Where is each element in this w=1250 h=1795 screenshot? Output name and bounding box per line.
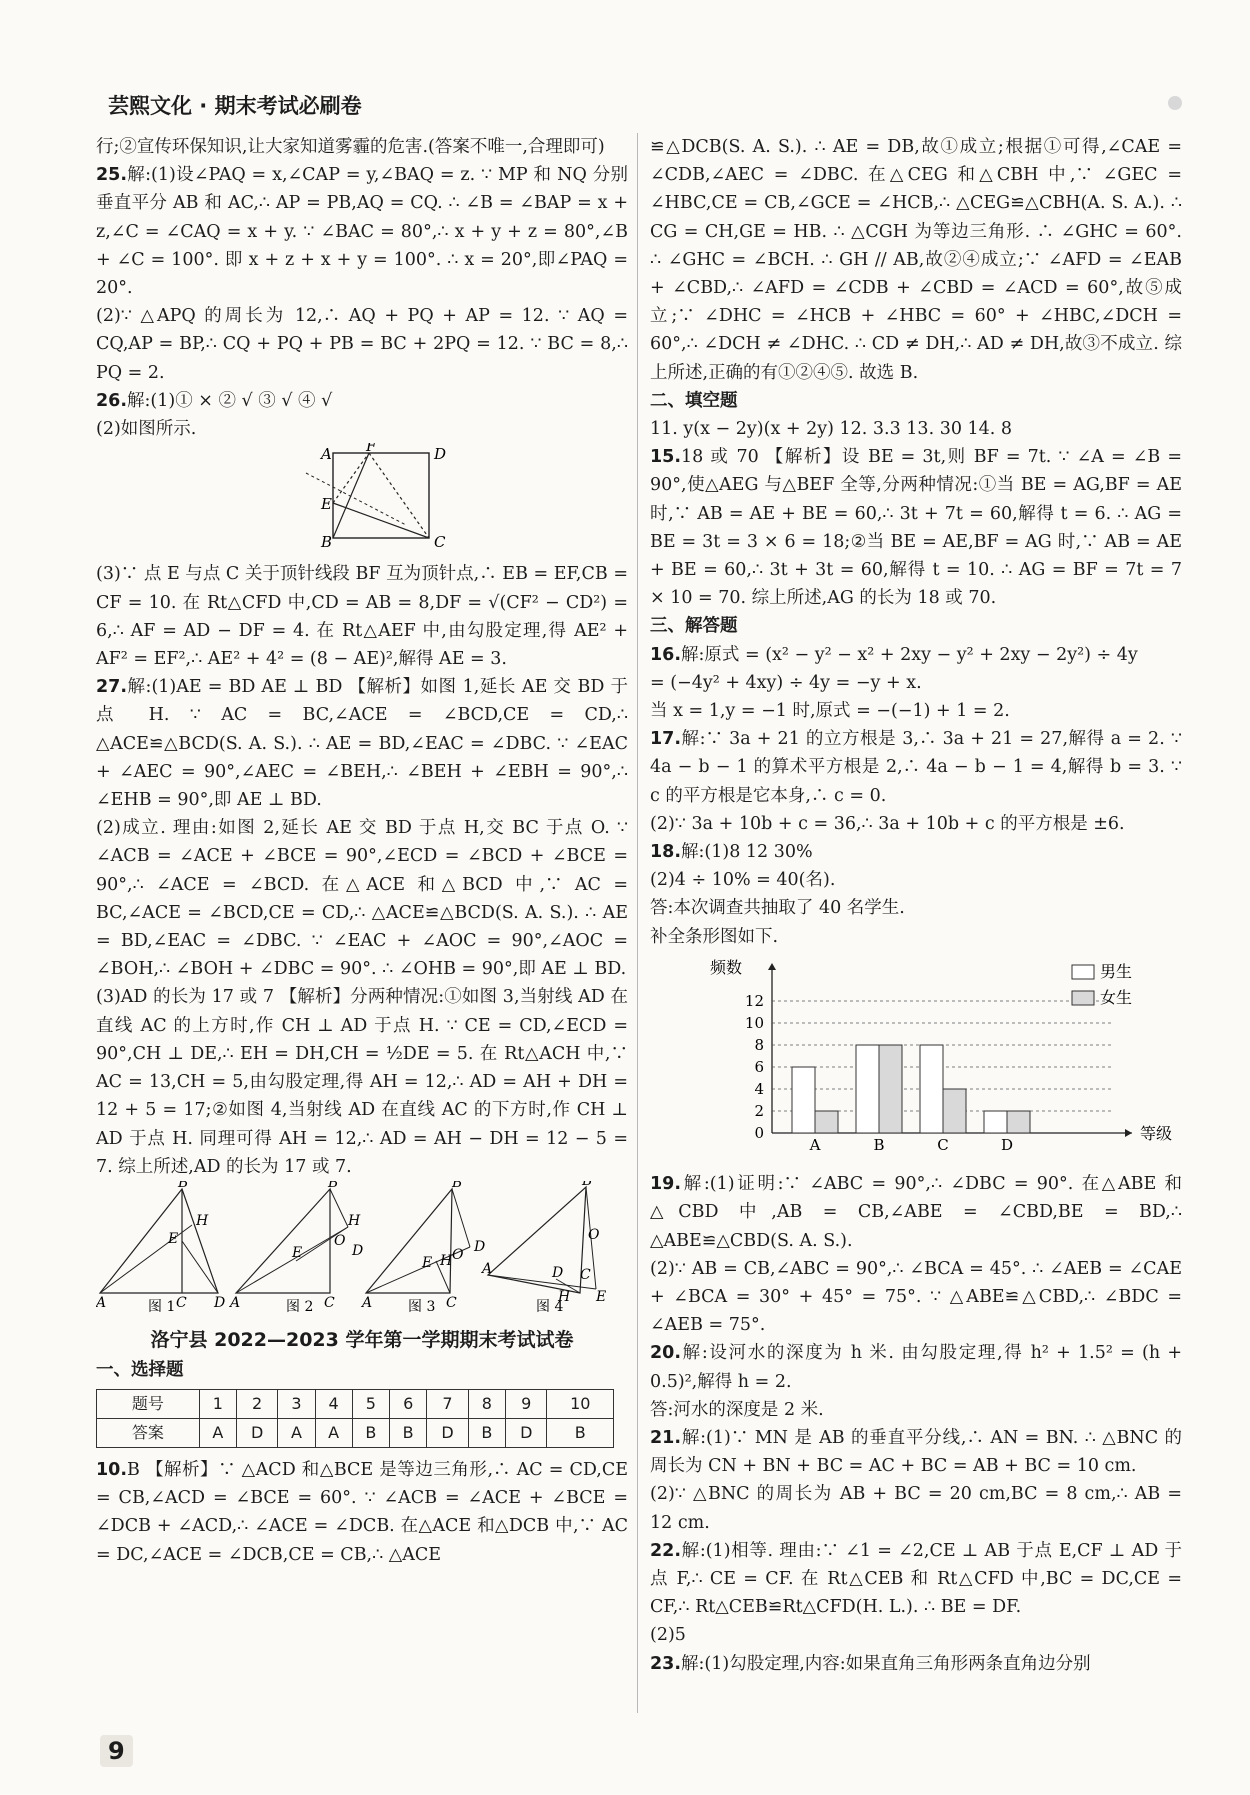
section-choice: 一、选择题: [96, 1360, 184, 1381]
question-number: 19.: [650, 1174, 682, 1195]
corner-mark: [1168, 96, 1182, 110]
x-axis-label: 等级: [1140, 1123, 1173, 1143]
svg-text:B: B: [452, 1180, 463, 1191]
question-number: 17.: [650, 729, 682, 750]
svg-text:C: C: [324, 1294, 335, 1311]
answer-table: [96, 1389, 614, 1448]
question-15: [650, 443, 1182, 612]
answer-text: B 【解析】∵ △ACD 和△BCE 是等边三角形,∴ AC = CD,CE = CB,∠ACD = ∠BCE = 60°. ∵ ∠ACB = ∠ACE + ∠BCE = ∠DCB + ∠ACD,∴ ∠ACE = ∠DCB. 在△ACE 和△DCB 中,∵ AC = DC,∠ACE = ∠DCB,CE = CB,∴ △ACE: [96, 1459, 628, 1565]
question-26-part3: (3)∵ 点 E 与点 C 关于顶针线段 BF 互为顶针点,∴ EB = EF,CB = CF = 10. 在 Rt△CFD 中,CD = AB = 8,DF = √(CF² − CD²) = 6,∴ AF = AD − DF = 4. 在 Rt△AEF 中,由勾股定理,得 AE² + AF² = EF²,∴ AE² + 4² = (8 − AE)²,解得 AE = 3.: [96, 564, 628, 670]
svg-text:H: H: [348, 1212, 361, 1229]
svg-text:C: C: [446, 1294, 457, 1311]
question-26: [96, 387, 628, 415]
right-column: [650, 133, 1182, 1678]
svg-text:E: E: [292, 1244, 303, 1261]
question-number-cell: 9: [506, 1389, 547, 1418]
answer-cell: B: [352, 1418, 389, 1447]
answer-text: 解:(1)① × ② √ ③ √ ④ √: [127, 390, 333, 411]
x-tick-label: D: [1000, 1135, 1014, 1154]
left-column: [96, 133, 628, 1569]
figure-caption: 图 2: [286, 1298, 314, 1313]
answer-text: 解:(1)相等. 理由:∵ ∠1 = ∠2,CE ⊥ AB 于点 E,CF ⊥ AD 于点 F,∴ CE = CF. 在 Rt△CEB 和 Rt△CFD 中,BC = DC,CE = CF,∴ Rt△CEB≌Rt△CFD(H. L.). ∴ BE = DF.: [650, 1540, 1182, 1618]
legend-swatch: [1072, 965, 1094, 979]
svg-text:A: A: [321, 445, 332, 464]
svg-text:E: E: [422, 1254, 433, 1271]
bar-female: [815, 1111, 838, 1133]
figure-2: [228, 1181, 363, 1313]
answer-cell: D: [236, 1418, 277, 1447]
svg-text:D: D: [552, 1264, 564, 1281]
svg-text:D: D: [474, 1238, 486, 1255]
question-17-part2: (2)∵ 3a + 10b + c = 36,∴ 3a + 10b + c 的平方根是 ±6.: [650, 813, 1125, 834]
continued-text: 行;②宣传环保知识,让大家知道雾霾的危害.(答案不唯一,合理即可): [96, 137, 605, 157]
answer-cell: A: [315, 1418, 352, 1447]
svg-text:F: F: [366, 443, 377, 456]
section-solve: 三、解答题: [650, 616, 738, 637]
bar-female: [943, 1089, 966, 1133]
question-number: 26.: [96, 390, 128, 411]
y-tick-label: 12: [744, 991, 764, 1010]
answer-cell: A: [278, 1418, 315, 1447]
section-fill: 二、填空题: [650, 390, 738, 411]
question-19-part2: (2)∵ AB = CB,∠ABC = 90°,∴ ∠BCA = 45°. ∴ ∠AEB = ∠CAE + ∠BCA = 30° + 45° = 75°. ∵ △ABE≌△CBD,∴ ∠BDC = ∠AEB = 75°.: [650, 1258, 1182, 1336]
y-tick-label: 4: [754, 1079, 764, 1098]
question-27: [96, 673, 628, 814]
figures-1-to-4: [96, 1181, 628, 1313]
y-tick-label: 8: [754, 1035, 764, 1054]
question-number-cell: 7: [427, 1389, 468, 1418]
question-number-cell: 4: [315, 1389, 352, 1418]
y-tick-label: 2: [754, 1101, 764, 1120]
figure-caption: 图 3: [408, 1298, 436, 1313]
svg-text:B: B: [321, 533, 333, 552]
question-10: [96, 1456, 628, 1569]
answer-cell: B: [468, 1418, 505, 1447]
answer-text: 解:设河水的深度为 h 米. 由勾股定理,得 h² + 1.5² = (h + 0.5)²,解得 h = 2.: [650, 1343, 1182, 1392]
svg-text:O: O: [588, 1226, 600, 1243]
legend-label: 女生: [1100, 987, 1133, 1007]
y-arrow: [768, 963, 776, 970]
svg-text:E: E: [321, 495, 332, 514]
svg-text:C: C: [580, 1266, 591, 1283]
answer-text: 18 或 70 【解析】设 BE = 3t,则 BF = 7t. ∵ ∠A = ∠B = 90°,使△AEG 与△BEF 全等,分两种情况:①当 BE = AG,BF = AE 时,∵ AB = AE + BE = 60,∴ 3t + 7t = 60,解得 t = 6. ∴ AG = BE = 3t = 3 × 6 = 18;②当 BE = AE,BF = AG 时,∵ AB = AE + BE = 60,∴ 3t + 3t = 60,解得 t = 10. ∴ AG = BF = 7t = 7 × 10 = 70. 综上所述,AG 的长为 18 或 70.: [650, 447, 1182, 609]
figure-caption: 图 4: [536, 1298, 564, 1313]
questions-11-14: 11. y(x − 2y)(x + 2y) 12. 3.3 13. 30 14. 8: [650, 419, 1013, 440]
question-22: [650, 1537, 1182, 1622]
question-number: 27.: [96, 677, 128, 698]
question-18-answer: 答:本次调查共抽取了 40 名学生.: [650, 898, 905, 919]
y-tick-label: 0: [754, 1123, 764, 1142]
figure-caption: 图 1: [148, 1298, 176, 1313]
y-axis-label: 频数: [710, 957, 743, 977]
question-21: [650, 1424, 1182, 1480]
question-20-answer: 答:河水的深度是 2 米.: [650, 1399, 824, 1420]
question-number: 10.: [96, 1459, 128, 1480]
svg-text:B: B: [328, 1180, 339, 1191]
y-tick-label: 10: [744, 1013, 764, 1032]
answer-cell: D: [506, 1418, 547, 1447]
question-27-part3: (3)AD 的长为 17 或 7 【解析】分两种情况:①如图 3,当射线 AD 在直线 AC 的上方时,作 CH ⊥ AD 于点 H. ∵ CE = CD,∠ECD = 90°,CH ⊥ DE,∴ EH = DH,CH = ½DE = 5. 在 Rt△ACH 中,∵ AC = 13,CH = 5,由勾股定理,得 AH = 12,∴ AD = AH + DH = 12 + 5 = 17;②如图 4,当射线 AD 在直线 AC 的下方时,作 CH ⊥ AD 于点 H. 同理可得 AH = 12,∴ AD = AH − DH = 12 − 5 = 7. 综上所述,AD 的长为 17 或 7.: [96, 987, 628, 1177]
question-number-cell: 1: [199, 1389, 236, 1418]
page-number: 9: [100, 1735, 133, 1767]
question-number-cell: 6: [390, 1389, 427, 1418]
svg-text:O: O: [334, 1232, 346, 1249]
table-header: 题号: [97, 1389, 200, 1418]
answer-cell: A: [199, 1418, 236, 1447]
x-tick-label: C: [937, 1135, 949, 1154]
question-18-note: 补全条形图如下.: [650, 926, 779, 947]
svg-text:C: C: [176, 1294, 187, 1311]
svg-text:D: D: [352, 1242, 364, 1259]
svg-text:B: B: [582, 1180, 593, 1189]
question-20: [650, 1339, 1182, 1395]
question-number-cell: 8: [468, 1389, 505, 1418]
x-tick-label: A: [809, 1135, 821, 1154]
rectangle-figure: [96, 443, 628, 551]
question-18: [650, 838, 1182, 866]
answer-text: 解:原式 = (x² − y² − x² + 2xy − y² + 2xy − 2y²) ÷ 4y: [681, 644, 1138, 665]
question-number: 18.: [650, 842, 682, 863]
x-tick-label: B: [873, 1135, 885, 1154]
question-16-line2: = (−4y² + 4xy) ÷ 4y = −y + x.: [650, 672, 922, 693]
question-number: 22.: [650, 1540, 682, 1561]
svg-text:D: D: [214, 1294, 226, 1311]
answer-text: 解:(1)8 12 30%: [681, 842, 813, 863]
question-10-continued: ≌△DCB(S. A. S.). ∴ AE = DB,故①成立;根据①可得,∠CAE = ∠CDB,∠AEC = ∠DBC. 在△CEG 和△CBH 中,∵ ∠GEC = ∠HBC,CE = CB,∠GCE = ∠HCB,∴ △CEG≌△CBH(A. S. A.). ∴ CG = CH,GE = HB. ∴ △CGH 为等边三角形. ∴ ∠GHC = 60°. ∴ ∠GHC = ∠BCH. ∴ GH // AB,故②④成立;∵ ∠AFD = ∠EAB + ∠CBD,∴ ∠AFD = ∠CDB + ∠CBD = ∠ACD = 60°,故⑤成立;∵ ∠DHC = ∠HCB + ∠HBC = 60° + ∠HBC,∠DCH = 60°,∴ ∠DCH ≠ ∠DHC. ∴ CD ≠ DH,∴ AD ≠ DH,故③不成立. 综上所述,正确的有①②④⑤. 故选 B.: [650, 137, 1182, 383]
svg-text:A: A: [482, 1260, 493, 1277]
question-number: 20.: [650, 1343, 682, 1364]
answer-cell: D: [427, 1418, 468, 1447]
svg-text:B: B: [178, 1180, 189, 1191]
figure-1: [96, 1181, 225, 1313]
question-number: 21.: [650, 1427, 682, 1448]
bar-male: [856, 1045, 879, 1133]
question-number: 25.: [96, 165, 128, 186]
svg-text:E: E: [596, 1288, 607, 1305]
svg-text:C: C: [434, 533, 446, 552]
svg-text:H: H: [558, 1288, 571, 1305]
figure-4: [480, 1181, 606, 1313]
question-number-cell: 5: [352, 1389, 389, 1418]
y-tick-label: 6: [754, 1057, 764, 1076]
legend-swatch: [1072, 991, 1094, 1005]
question-23: [650, 1650, 1182, 1678]
question-number: 16.: [650, 644, 682, 665]
figure-3: [360, 1181, 485, 1313]
answer-text: 解:(1)AE = BD AE ⊥ BD 【解析】如图 1,延长 AE 交 BD 于点 H. ∵ AC = BC,∠ACE = ∠BCD,CE = CD,∴ △ACE≌△BCD(S. A. S.). ∴ AE = BD,∠EAC = ∠DBC. ∵ ∠EAC + ∠AEC = 90°,∠AEC = ∠BEH,∴ ∠BEH + ∠EBH = 90°,∴ ∠EHB = 90°,即 AE ⊥ BD.: [96, 677, 628, 811]
question-number-cell: 10: [547, 1389, 614, 1418]
question-21-part2: (2)∵ △BNC 的周长为 AB + BC = 20 cm,BC = 8 cm,∴ AB = 12 cm.: [650, 1484, 1182, 1533]
question-number: 23.: [650, 1653, 682, 1674]
question-22-part2: (2)5: [650, 1625, 686, 1646]
bar-male: [920, 1045, 943, 1133]
x-arrow: [1125, 1129, 1132, 1137]
table-header: 答案: [97, 1418, 200, 1447]
svg-text:D: D: [434, 445, 447, 464]
question-19: [650, 1170, 1182, 1255]
bar-chart: [650, 951, 1182, 1161]
answer-text: 解:∵ 3a + 21 的立方根是 3,∴ 3a + 21 = 27,解得 a = 2. ∵ 4a − b − 1 的算术平方根是 2,∴ 4a − b − 1 = 4,解得 b = 3. ∵ c 的平方根是它本身,∴ c = 0.: [650, 729, 1182, 806]
question-16-line3: 当 x = 1,y = −1 时,原式 = −(−1) + 1 = 2.: [650, 701, 1010, 722]
answer-text: 解:(1)证明:∵ ∠ABC = 90°,∴ ∠DBC = 90°. 在△ABE 和△CBD 中,AB = CB,∠ABE = ∠CBD,BE = BD,∴ △ABE≌△CBD(S. A. S.).: [650, 1174, 1182, 1251]
svg-text:A: A: [96, 1294, 107, 1311]
question-26-part2: (2)如图所示.: [96, 419, 197, 440]
answer-cell: B: [547, 1418, 614, 1447]
question-16: [650, 641, 1182, 669]
bar-male: [984, 1111, 1007, 1133]
bar-female: [1007, 1111, 1030, 1133]
exam-title: 洛宁县 2022—2023 学年第一学期期末考试试卷: [150, 1329, 574, 1352]
question-number: 15.: [650, 447, 682, 468]
answer-text: 解:(1)设∠PAQ = x,∠CAP = y,∠BAQ = z. ∵ MP 和 NQ 分别垂直平分 AB 和 AC,∴ AP = PB,AQ = CQ. ∴ ∠B = ∠BAP = x + z,∠C = ∠CAQ = x + y. ∵ ∠BAC = 80°,∴ x + y + z = 80°,∠B + ∠C = 100°. 即 x + z + x + y = 100°. ∴ x = 20°,即∠PAQ = 20°.: [96, 165, 628, 299]
question-number-cell: 2: [236, 1389, 277, 1418]
svg-text:H: H: [440, 1252, 453, 1269]
question-25: [96, 161, 628, 302]
answer-text: 解:(1)∵ MN 是 AB 的垂直平分线,∴ AN = BN. ∴ △BNC 的周长为 CN + BN + BC = AC + BC = AB + BC = 10 cm.: [650, 1427, 1182, 1477]
bar-female: [879, 1045, 902, 1133]
answer-text: 解:(1)勾股定理,内容:如果直角三角形两条直角边分别: [681, 1653, 1091, 1674]
question-number-cell: 3: [278, 1389, 315, 1418]
svg-text:A: A: [362, 1294, 373, 1311]
svg-text:E: E: [168, 1230, 179, 1247]
question-18-part2: (2)4 ÷ 10% = 40(名).: [650, 870, 836, 891]
svg-text:O: O: [452, 1246, 464, 1263]
bar-male: [792, 1067, 815, 1133]
running-header: 芸熙文化 · 期末考试必刷卷: [108, 94, 362, 118]
legend-label: 男生: [1100, 961, 1133, 981]
answer-cell: B: [390, 1418, 427, 1447]
question-25-part2: (2)∵ △APQ 的周长为 12,∴ AQ + PQ + AP = 12. ∵ AQ = CQ,AP = BP,∴ CQ + PQ + PB = BC + 2PQ = 12. ∵ BC = 8,∴ PQ = 2.: [96, 306, 628, 383]
column-divider: [637, 133, 638, 1713]
question-27-part2: (2)成立. 理由:如图 2,延长 AE 交 BD 于点 H,交 BC 于点 O. ∵ ∠ACB = ∠ACE + ∠BCE = 90°,∠ECD = ∠BCD + ∠BCE = 90°,∴ ∠ACE = ∠BCD. 在△ACE 和△BCD 中,∵ AC = BC,∠ACE = ∠BCD,CE = CD,∴ △ACE≌△BCD(S. A. S.). ∴ AE = BD,∠EAC = ∠DBC. ∵ ∠EAC + ∠AOC = 90°,∠AOC = ∠BOH,∴ ∠BOH + ∠DBC = 90°. ∴ ∠OHB = 90°,即 AE ⊥ BD.: [96, 818, 628, 980]
svg-text:A: A: [230, 1294, 241, 1311]
svg-text:H: H: [196, 1212, 209, 1229]
question-17: [650, 725, 1182, 810]
